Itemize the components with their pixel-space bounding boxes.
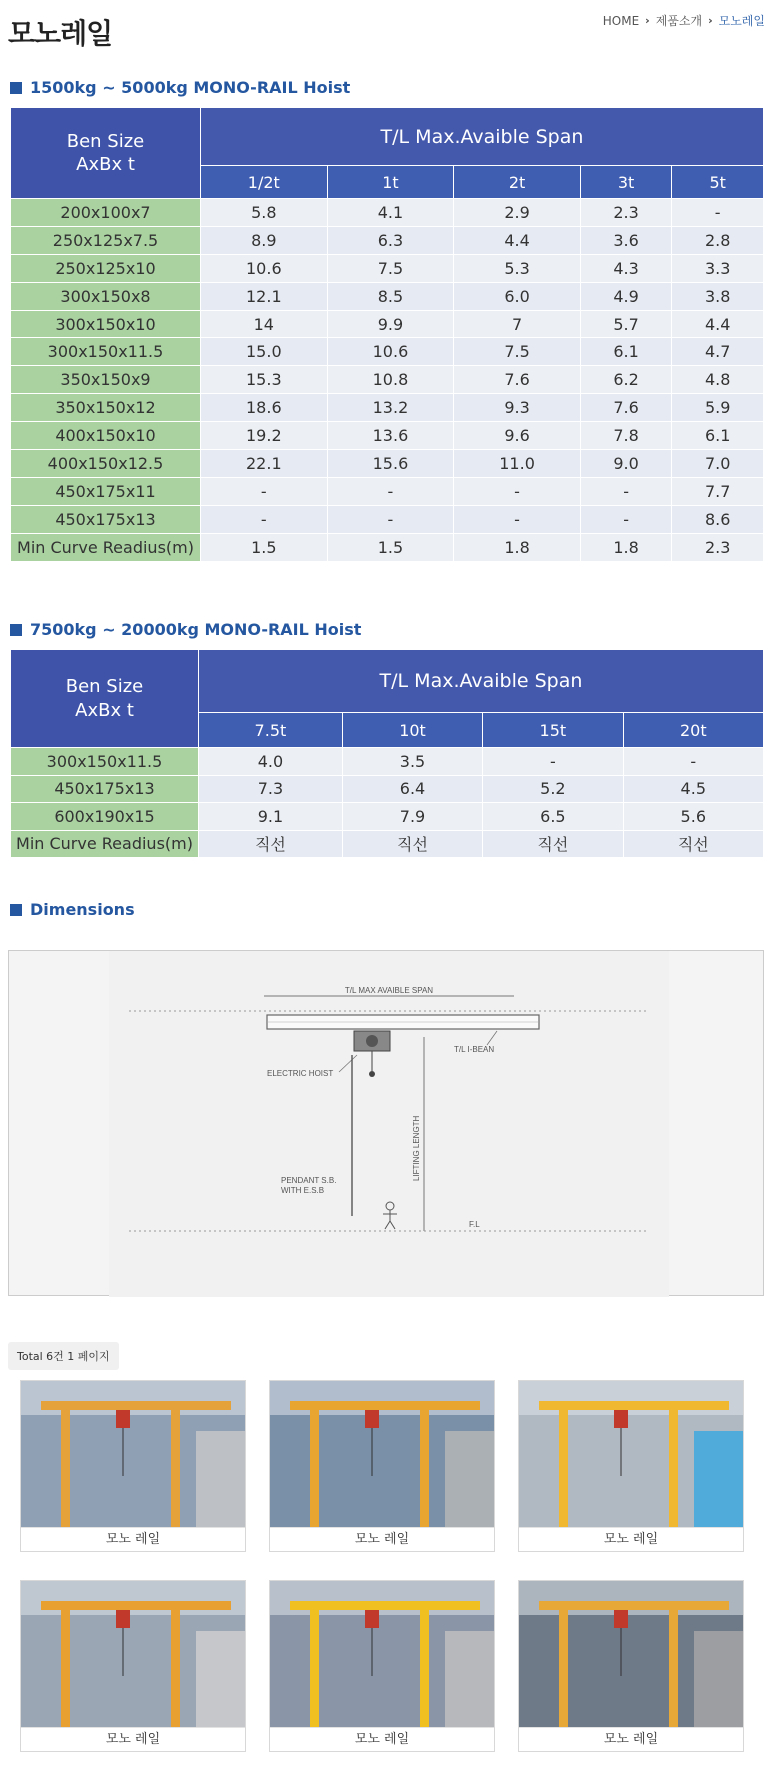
span-header: T/L Max.Avaible Span: [199, 650, 764, 713]
span-value-cell: 12.1: [201, 282, 328, 310]
photo-hoist: [614, 1610, 628, 1628]
span-value-cell: 9.0: [580, 450, 671, 478]
photo-column: [420, 1601, 429, 1727]
span-value-cell: 7.6: [580, 394, 671, 422]
photo-column: [669, 1601, 678, 1727]
span-value-cell: 10.6: [201, 254, 328, 282]
span-value-cell: 2.3: [580, 199, 671, 227]
beam-size-cell: 200x100x7: [11, 199, 201, 227]
beam-size-cell: 300x150x11.5: [11, 748, 199, 776]
span-value-cell: -: [201, 477, 328, 505]
photo-column: [559, 1601, 568, 1727]
beam-size-cell: 350x150x9: [11, 366, 201, 394]
ben-size-sub-label: AxBx t: [76, 154, 135, 175]
span-value-cell: 7.5: [454, 338, 581, 366]
page-title: 모노레일: [8, 17, 113, 50]
chevron-right-icon: ›: [708, 14, 713, 27]
dimensions-diagram: [8, 950, 764, 1296]
table-row: [11, 394, 764, 422]
span-value-cell: 11.0: [454, 450, 581, 478]
span-value-cell: 9.9: [327, 310, 454, 338]
square-bullet-icon: [10, 624, 22, 636]
span-value-cell: 6.2: [580, 366, 671, 394]
spec-table-2: [10, 649, 764, 858]
span-value-cell: 3.5: [342, 748, 482, 776]
ben-size-header: [11, 108, 201, 199]
column-header: 10t: [342, 713, 482, 748]
photo-wall: [196, 1631, 245, 1727]
span-value-cell: 7: [454, 310, 581, 338]
span-value-cell: 8.5: [327, 282, 454, 310]
photo-column: [61, 1601, 70, 1727]
photo-column: [669, 1401, 678, 1527]
ben-size-label: Ben Size: [66, 130, 145, 152]
span-value-cell: 22.1: [201, 450, 328, 478]
beam-size-cell: 600x190x15: [11, 803, 199, 831]
span-value-cell: 1.5: [327, 533, 454, 561]
section-title-1: [10, 78, 350, 97]
section-title-1-text: 1500kg ~ 5000kg MONO-RAIL Hoist: [30, 78, 351, 97]
span-value-cell: 3.6: [580, 226, 671, 254]
table-row: [11, 366, 764, 394]
gallery-caption[interactable]: 모노 레일: [270, 1727, 494, 1751]
total-count: Total 6건 1 페이지: [8, 1342, 119, 1370]
span-value-cell: 13.6: [327, 422, 454, 450]
gallery-caption[interactable]: 모노 레일: [519, 1727, 743, 1751]
section-title-2-text: 7500kg ~ 20000kg MONO-RAIL Hoist: [30, 620, 362, 639]
photo-column: [171, 1601, 180, 1727]
photo-column: [310, 1601, 319, 1727]
span-value-cell: -: [454, 477, 581, 505]
span-value-cell: 2.9: [454, 199, 581, 227]
section-title-3-text: Dimensions: [30, 900, 135, 919]
column-header: 3t: [580, 166, 671, 199]
beam-size-cell: Min Curve Readius(m): [11, 533, 201, 561]
span-value-cell: 15.0: [201, 338, 328, 366]
span-value-cell: 5.8: [201, 199, 328, 227]
span-value-cell: 직선: [483, 830, 623, 858]
table-row: [11, 830, 764, 858]
beam-size-cell: 400x150x10: [11, 422, 201, 450]
table-row: [11, 505, 764, 533]
table-row: [11, 477, 764, 505]
span-value-cell: 5.3: [454, 254, 581, 282]
section-title-2: [10, 620, 361, 639]
span-value-cell: 7.6: [454, 366, 581, 394]
gallery-card[interactable]: [269, 1580, 495, 1752]
span-value-cell: 6.3: [327, 226, 454, 254]
span-value-cell: 7.7: [672, 477, 764, 505]
span-value-cell: 9.6: [454, 422, 581, 450]
hoist-drum: [366, 1035, 378, 1047]
span-value-cell: -: [327, 477, 454, 505]
span-value-cell: 19.2: [201, 422, 328, 450]
span-value-cell: -: [483, 748, 623, 776]
gallery-thumbnail[interactable]: [270, 1381, 494, 1527]
span-value-cell: -: [580, 505, 671, 533]
table-row: [11, 533, 764, 561]
photo-hoist: [116, 1410, 130, 1428]
drawing-paper: [109, 951, 669, 1297]
column-header: 5t: [672, 166, 764, 199]
span-value-cell: 6.4: [342, 775, 482, 803]
beam-size-cell: 450x175x11: [11, 477, 201, 505]
ben-size-header: [11, 650, 199, 748]
span-value-cell: 5.2: [483, 775, 623, 803]
span-value-cell: 7.5: [327, 254, 454, 282]
photo-placeholder: [270, 1581, 494, 1727]
photo-placeholder: [519, 1381, 743, 1527]
photo-hoist: [365, 1410, 379, 1428]
section-title-3: [10, 900, 135, 919]
breadcrumb-products-link[interactable]: 제품소개: [655, 14, 703, 28]
span-value-cell: 7.9: [342, 803, 482, 831]
gallery-card[interactable]: [20, 1580, 246, 1752]
span-value-cell: 직선: [623, 830, 763, 858]
column-header: 7.5t: [199, 713, 343, 748]
span-value-cell: 6.5: [483, 803, 623, 831]
ibeam-label: T/L I-BEAN: [454, 1045, 495, 1054]
span-label: T/L MAX AVAIBLE SPAN: [344, 986, 434, 995]
photo-placeholder: [519, 1581, 743, 1727]
beam-size-cell: 300x150x8: [11, 282, 201, 310]
photo-column: [310, 1401, 319, 1527]
hoist-label: ELECTRIC HOIST: [267, 1069, 334, 1078]
gallery-caption[interactable]: 모노 레일: [519, 1527, 743, 1551]
span-value-cell: 18.6: [201, 394, 328, 422]
span-value-cell: 직선: [199, 830, 343, 858]
span-value-cell: 2.3: [672, 533, 764, 561]
span-value-cell: -: [580, 477, 671, 505]
table-row: [11, 748, 764, 776]
span-value-cell: 8.6: [672, 505, 764, 533]
span-value-cell: 6.1: [580, 338, 671, 366]
span-value-cell: 5.6: [623, 803, 763, 831]
span-header: T/L Max.Avaible Span: [201, 108, 764, 166]
pendant-label-1: PENDANT S.B.: [281, 1176, 337, 1185]
beam-size-cell: 300x150x10: [11, 310, 201, 338]
breadcrumb-home-link[interactable]: HOME: [602, 13, 640, 28]
span-value-cell: 7.8: [580, 422, 671, 450]
beam-size-cell: 250x125x7.5: [11, 226, 201, 254]
breadcrumb-current: 모노레일: [718, 14, 765, 28]
beam-size-cell: 450x175x13: [11, 505, 201, 533]
square-bullet-icon: [10, 904, 22, 916]
photo-column: [559, 1401, 568, 1527]
lifting-label: LIFTING LENGTH: [412, 1115, 421, 1181]
beam-size-cell: Min Curve Readius(m): [11, 830, 199, 858]
table-row: [11, 450, 764, 478]
table-row: [11, 422, 764, 450]
span-value-cell: -: [201, 505, 328, 533]
span-value-cell: 4.8: [672, 366, 764, 394]
gallery-thumbnail[interactable]: [270, 1581, 494, 1727]
span-value-cell: 1.5: [201, 533, 328, 561]
span-value-cell: 4.3: [580, 254, 671, 282]
beam-size-cell: 450x175x13: [11, 775, 199, 803]
span-value-cell: 5.9: [672, 394, 764, 422]
hoist-hook: [369, 1071, 375, 1077]
span-value-cell: 4.5: [623, 775, 763, 803]
beam-size-cell: 250x125x10: [11, 254, 201, 282]
pendant-label-2: WITH E.S.B: [281, 1186, 325, 1195]
span-value-cell: 14: [201, 310, 328, 338]
gallery-thumbnail[interactable]: [21, 1581, 245, 1727]
photo-wall: [694, 1431, 743, 1527]
span-value-cell: 4.4: [454, 226, 581, 254]
span-value-cell: 4.7: [672, 338, 764, 366]
span-value-cell: -: [327, 505, 454, 533]
gallery-card[interactable]: [20, 1380, 246, 1552]
span-value-cell: 9.1: [199, 803, 343, 831]
span-value-cell: 10.8: [327, 366, 454, 394]
photo-wall: [445, 1431, 494, 1527]
photo-hoist: [614, 1410, 628, 1428]
span-value-cell: -: [454, 505, 581, 533]
span-value-cell: 7.3: [199, 775, 343, 803]
photo-placeholder: [21, 1581, 245, 1727]
gallery-caption[interactable]: 모노 레일: [21, 1727, 245, 1751]
photo-column: [171, 1401, 180, 1527]
span-value-cell: 15.3: [201, 366, 328, 394]
table-row: [11, 282, 764, 310]
gallery-card[interactable]: [518, 1580, 744, 1752]
chevron-right-icon: ›: [645, 14, 650, 27]
table-row: [11, 775, 764, 803]
gallery-caption[interactable]: 모노 레일: [270, 1527, 494, 1551]
span-value-cell: 4.1: [327, 199, 454, 227]
span-value-cell: -: [672, 199, 764, 227]
span-value-cell: 3.8: [672, 282, 764, 310]
floor-label: F.L: [469, 1220, 480, 1229]
span-value-cell: 8.9: [201, 226, 328, 254]
gallery-thumbnail[interactable]: [519, 1581, 743, 1727]
table-row: [11, 803, 764, 831]
span-value-cell: 2.8: [672, 226, 764, 254]
span-value-cell: 1.8: [580, 533, 671, 561]
span-value-cell: 9.3: [454, 394, 581, 422]
beam-size-cell: 300x150x11.5: [11, 338, 201, 366]
span-value-cell: 4.9: [580, 282, 671, 310]
photo-wall: [694, 1631, 743, 1727]
table-row: [11, 226, 764, 254]
column-header: 1t: [327, 166, 454, 199]
ben-size-sub-label: AxBx t: [75, 699, 134, 721]
photo-wall: [196, 1431, 245, 1527]
column-header: 20t: [623, 713, 763, 748]
span-value-cell: 6.0: [454, 282, 581, 310]
dimensions-drawing: [9, 951, 765, 1297]
span-value-cell: 4.4: [672, 310, 764, 338]
span-value-cell: 10.6: [327, 338, 454, 366]
gallery-card[interactable]: [269, 1380, 495, 1552]
spec-table-1: [10, 107, 764, 562]
span-value-cell: 15.6: [327, 450, 454, 478]
ben-size-label: Ben Size: [65, 676, 144, 698]
span-value-cell: -: [623, 748, 763, 776]
table-row: [11, 254, 764, 282]
square-bullet-icon: [10, 82, 22, 94]
span-value-cell: 5.7: [580, 310, 671, 338]
table-row: [11, 310, 764, 338]
span-value-cell: 3.3: [672, 254, 764, 282]
photo-column: [61, 1401, 70, 1527]
span-value-cell: 13.2: [327, 394, 454, 422]
photo-hoist: [365, 1610, 379, 1628]
beam-size-cell: 400x150x12.5: [11, 450, 201, 478]
photo-placeholder: [21, 1381, 245, 1527]
span-value-cell: 6.1: [672, 422, 764, 450]
photo-hoist: [116, 1610, 130, 1628]
span-value-cell: 1.8: [454, 533, 581, 561]
column-header: 1/2t: [201, 166, 328, 199]
gallery-thumbnail[interactable]: [21, 1381, 245, 1527]
span-value-cell: 4.0: [199, 748, 343, 776]
gallery-card[interactable]: [518, 1380, 744, 1552]
table-row: [11, 338, 764, 366]
photo-placeholder: [270, 1381, 494, 1527]
gallery-thumbnail[interactable]: [519, 1381, 743, 1527]
beam-size-cell: 350x150x12: [11, 394, 201, 422]
photo-column: [420, 1401, 429, 1527]
span-value-cell: 7.0: [672, 450, 764, 478]
column-header: 15t: [483, 713, 623, 748]
gallery-caption[interactable]: 모노 레일: [21, 1527, 245, 1551]
breadcrumb: [603, 12, 765, 29]
photo-wall: [445, 1631, 494, 1727]
column-header: 2t: [454, 166, 581, 199]
span-value-cell: 직선: [342, 830, 482, 858]
table-row: [11, 199, 764, 227]
